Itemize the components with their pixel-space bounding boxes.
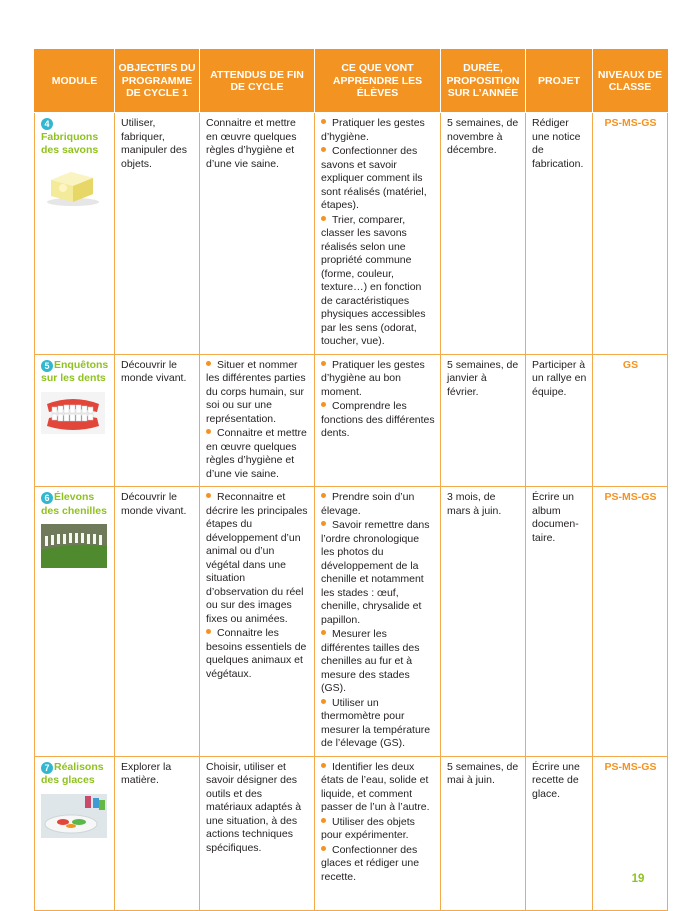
header-row: [35, 50, 668, 113]
niveaux-cell: [593, 354, 668, 487]
bullet-icon: [321, 216, 326, 221]
niveaux-label: PS-MS-GS: [604, 491, 657, 503]
module-number: 6: [41, 492, 53, 504]
bullet-icon: [321, 630, 326, 635]
soap-icon: [41, 164, 105, 208]
header-apprendre: CE QUE VONT APPRENDRE LES ÉLÈVES: [315, 50, 441, 113]
niveaux-label: PS-MS-GS: [604, 760, 657, 773]
bullet-icon: [321, 361, 326, 366]
list-item: Trier, comparer, classer les savons réalisés selon une propriété commune (forme, couleur, texture…) en fonction de caractéristiques physiques accessibles par les sens (odorat, toucher, vue).: [321, 213, 426, 347]
duree-cell: 5 semaines, de mai à juin.: [441, 756, 526, 910]
bullet-icon: [206, 493, 211, 498]
attendus-cell: [200, 756, 315, 910]
objectifs-cell: Utiliser, fabriquer, manipuler des objets.: [115, 113, 200, 355]
module-cell: [35, 487, 115, 757]
bullet-icon: [206, 361, 211, 366]
bullet-icon: [321, 147, 326, 152]
bullet-icon: [206, 629, 211, 634]
table-row: [35, 113, 668, 355]
table-row: [35, 756, 668, 910]
header-projet: PROJET: [526, 50, 593, 113]
duree-cell: 5 semaines, de janvier à février.: [441, 354, 526, 487]
module-cell: [35, 113, 115, 355]
bullet-icon: [321, 521, 326, 526]
table-row: [35, 487, 668, 757]
list-item: Connaitre les besoins essentiels de quelques animaux et végétaux.: [206, 627, 307, 680]
projet-cell: Rédiger une notice de fabrication.: [526, 113, 593, 355]
header-objectifs: OBJECTIFS DU PROGRAMME DE CYCLE 1: [115, 50, 200, 113]
apprendre-cell: [315, 756, 441, 910]
caterpillar-eggs-icon: [41, 524, 107, 568]
list-item: Mesurer les différentes tailles des chenilles au fur et à mesure des stades (GS).: [321, 628, 420, 694]
attendus-text: Choisir, utiliser et savoir désigner des outils et des matériaux adaptés à une situation, à des actions techniques spécifiques.: [206, 760, 302, 854]
bullet-icon: [321, 818, 326, 823]
niveaux-label: GS: [622, 358, 639, 371]
module-number: 5: [41, 360, 53, 372]
bullet-icon: [321, 763, 326, 768]
apprendre-cell: [315, 354, 441, 487]
table-row: [35, 354, 668, 487]
header-attendus: ATTENDUS DE FIN DE CYCLE: [200, 50, 315, 113]
bullet-icon: [321, 119, 326, 124]
list-item: Confectionner des glaces et rédiger une recette.: [321, 843, 420, 883]
projet-cell: Participer à un rallye en équipe.: [526, 354, 593, 487]
objectifs-cell: Découvrir le monde vivant.: [115, 487, 200, 757]
objectifs-cell: Explorer la matière.: [115, 756, 200, 910]
niveaux-label: PS-MS-GS: [604, 117, 657, 129]
attendus-cell: [200, 354, 315, 487]
bullet-icon: [321, 402, 326, 407]
bullet-icon: [321, 846, 326, 851]
module-title: Réalisons des glaces: [41, 760, 104, 786]
list-item: Utiliser un thermomètre pour mesurer la température de l’élevage (GS).: [321, 696, 431, 749]
list-item: Reconnaitre et décrire les principales étapes du développement d’un animal ou d’un végétal dans une situation d’observation du réel ou sur des images fixes ou animées.: [206, 491, 308, 625]
list-item: Pratiquer les gestes d’hygiène au bon moment.: [321, 358, 425, 398]
module-title: Enquêtons sur les dents: [41, 358, 109, 384]
duree-cell: 5 semaines, de novembre à décembre.: [441, 113, 526, 355]
bullet-icon: [321, 493, 326, 498]
module-title: Fabriquons des savons: [41, 130, 99, 156]
header-module: MODULE: [35, 50, 115, 113]
list-item: Connaitre et mettre en œuvre quelques règles d’hygiène et d’une vie saine.: [206, 427, 307, 480]
list-item: Pratiquer les gestes d’hygiène.: [321, 117, 425, 143]
teeth-model-icon: [41, 392, 105, 434]
module-number: 4: [41, 118, 53, 130]
list-item: Identifier les deux états de l’eau, solide et liquide, et comment passer de l’un à l’autre.: [321, 760, 430, 813]
bullet-icon: [206, 429, 211, 434]
apprendre-cell: [315, 113, 441, 355]
list-item: Utiliser des objets pour expérimenter.: [321, 815, 415, 841]
niveaux-cell: [593, 113, 668, 355]
niveaux-cell: [593, 756, 668, 910]
projet-cell: Écrire un album documen-taire.: [526, 487, 593, 757]
list-item: Prendre soin d’un élevage.: [321, 491, 415, 517]
apprendre-cell: [315, 487, 441, 757]
module-title: Élevons des chenilles: [41, 491, 107, 517]
list-item: Situer et nommer les différentes parties du corps humain, sur soi ou sur une représentation.: [206, 358, 306, 425]
attendus-text: Connaitre et mettre en œuvre quelques règles d’hygiène et d’une vie saine.: [206, 117, 297, 170]
page-number: 19: [631, 873, 645, 885]
header-niveaux: NIVEAUX DE CLASSE: [593, 50, 668, 113]
duree-cell: 3 mois, de mars à juin.: [441, 487, 526, 757]
attendus-cell: [200, 113, 315, 355]
list-item: Savoir remettre dans l’ordre chronologique les photos du développement de la chenille et notamment les stades : œuf, chenille, chrysalide et papillon.: [321, 519, 430, 626]
bullet-icon: [321, 699, 326, 704]
module-number: 7: [41, 762, 53, 774]
ice-cream-plate-icon: [41, 794, 107, 838]
program-table: [34, 49, 668, 911]
module-cell: [35, 354, 115, 487]
header-duree: DURÉE, PROPOSITION SUR L’ANNÉE: [441, 50, 526, 113]
attendus-cell: [200, 487, 315, 757]
list-item: Confectionner des savons et savoir expliquer comment ils sont réalisés (matériel, étapes).: [321, 145, 427, 211]
niveaux-cell: [593, 487, 668, 757]
list-item: Comprendre les fonctions des différentes dents.: [321, 400, 435, 439]
projet-cell: Écrire une recette de glace.: [526, 756, 593, 910]
objectifs-cell: Découvrir le monde vivant.: [115, 354, 200, 487]
module-cell: [35, 756, 115, 910]
